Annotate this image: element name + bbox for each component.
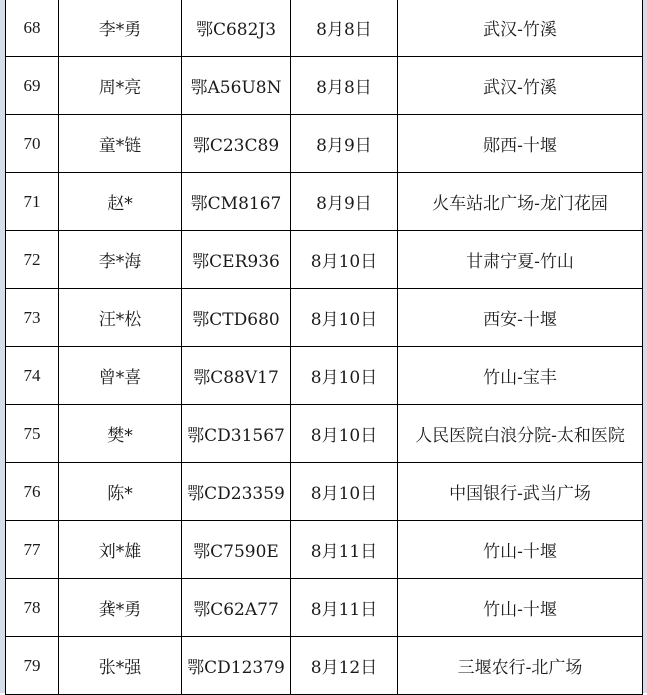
date-cell: 8月10日 (291, 347, 398, 405)
route-cell: 武汉-竹溪 (398, 57, 643, 115)
date-cell: 8月9日 (291, 173, 398, 231)
route-cell: 三堰农行-北广场 (398, 637, 643, 695)
records-table (5, 0, 643, 695)
route-cell: 竹山-宝丰 (398, 347, 643, 405)
name-cell: 张*强 (59, 637, 182, 695)
date-cell: 8月10日 (291, 231, 398, 289)
route-cell: 甘肃宁夏-竹山 (398, 231, 643, 289)
name-cell: 李*海 (59, 231, 182, 289)
row-number-cell: 72 (6, 231, 59, 289)
row-number-cell: 71 (6, 173, 59, 231)
date-cell: 8月12日 (291, 637, 398, 695)
route-cell: 郧西-十堰 (398, 115, 643, 173)
row-number-cell: 69 (6, 57, 59, 115)
plate-number-cell: 鄂C23C89 (182, 115, 291, 173)
route-cell: 竹山-十堰 (398, 579, 643, 637)
table-row (6, 0, 643, 57)
plate-number-cell: 鄂CD23359 (182, 463, 291, 521)
plate-number-cell: 鄂C88V17 (182, 347, 291, 405)
row-number-cell: 73 (6, 289, 59, 347)
row-number-cell: 76 (6, 463, 59, 521)
name-cell: 周*亮 (59, 57, 182, 115)
date-cell: 8月8日 (291, 57, 398, 115)
plate-number-cell: 鄂CD31567 (182, 405, 291, 463)
name-cell: 赵* (59, 173, 182, 231)
plate-number-cell: 鄂C62A77 (182, 579, 291, 637)
table-row (6, 463, 643, 521)
name-cell: 龚*勇 (59, 579, 182, 637)
name-cell: 汪*松 (59, 289, 182, 347)
plate-number-cell: 鄂C7590E (182, 521, 291, 579)
row-number-cell: 78 (6, 579, 59, 637)
table-row (6, 405, 643, 463)
date-cell: 8月10日 (291, 289, 398, 347)
date-cell: 8月9日 (291, 115, 398, 173)
route-cell: 西安-十堰 (398, 289, 643, 347)
date-cell: 8月10日 (291, 405, 398, 463)
date-cell: 8月8日 (291, 0, 398, 57)
name-cell: 刘*雄 (59, 521, 182, 579)
row-number-cell: 68 (6, 0, 59, 57)
route-cell: 武汉-竹溪 (398, 0, 643, 57)
table-row (6, 579, 643, 637)
plate-number-cell: 鄂CD12379 (182, 637, 291, 695)
row-number-cell: 70 (6, 115, 59, 173)
table-row (6, 637, 643, 695)
table-row (6, 347, 643, 405)
route-cell: 火车站北广场-龙门花园 (398, 173, 643, 231)
date-cell: 8月10日 (291, 463, 398, 521)
table-row (6, 173, 643, 231)
date-cell: 8月11日 (291, 579, 398, 637)
route-cell: 竹山-十堰 (398, 521, 643, 579)
name-cell: 陈* (59, 463, 182, 521)
table-row (6, 231, 643, 289)
name-cell: 童*链 (59, 115, 182, 173)
table-row (6, 57, 643, 115)
route-cell: 人民医院白浪分院-太和医院 (398, 405, 643, 463)
plate-number-cell: 鄂CER936 (182, 231, 291, 289)
row-number-cell: 79 (6, 637, 59, 695)
plate-number-cell: 鄂CTD680 (182, 289, 291, 347)
plate-number-cell: 鄂A56U8N (182, 57, 291, 115)
date-cell: 8月11日 (291, 521, 398, 579)
row-number-cell: 74 (6, 347, 59, 405)
table-row (6, 521, 643, 579)
plate-number-cell: 鄂C682J3 (182, 0, 291, 57)
row-number-cell: 75 (6, 405, 59, 463)
name-cell: 曾*喜 (59, 347, 182, 405)
name-cell: 李*勇 (59, 0, 182, 57)
table-row (6, 115, 643, 173)
records-table-body (6, 0, 643, 695)
plate-number-cell: 鄂CM8167 (182, 173, 291, 231)
name-cell: 樊* (59, 405, 182, 463)
table-row (6, 289, 643, 347)
route-cell: 中国银行-武当广场 (398, 463, 643, 521)
row-number-cell: 77 (6, 521, 59, 579)
